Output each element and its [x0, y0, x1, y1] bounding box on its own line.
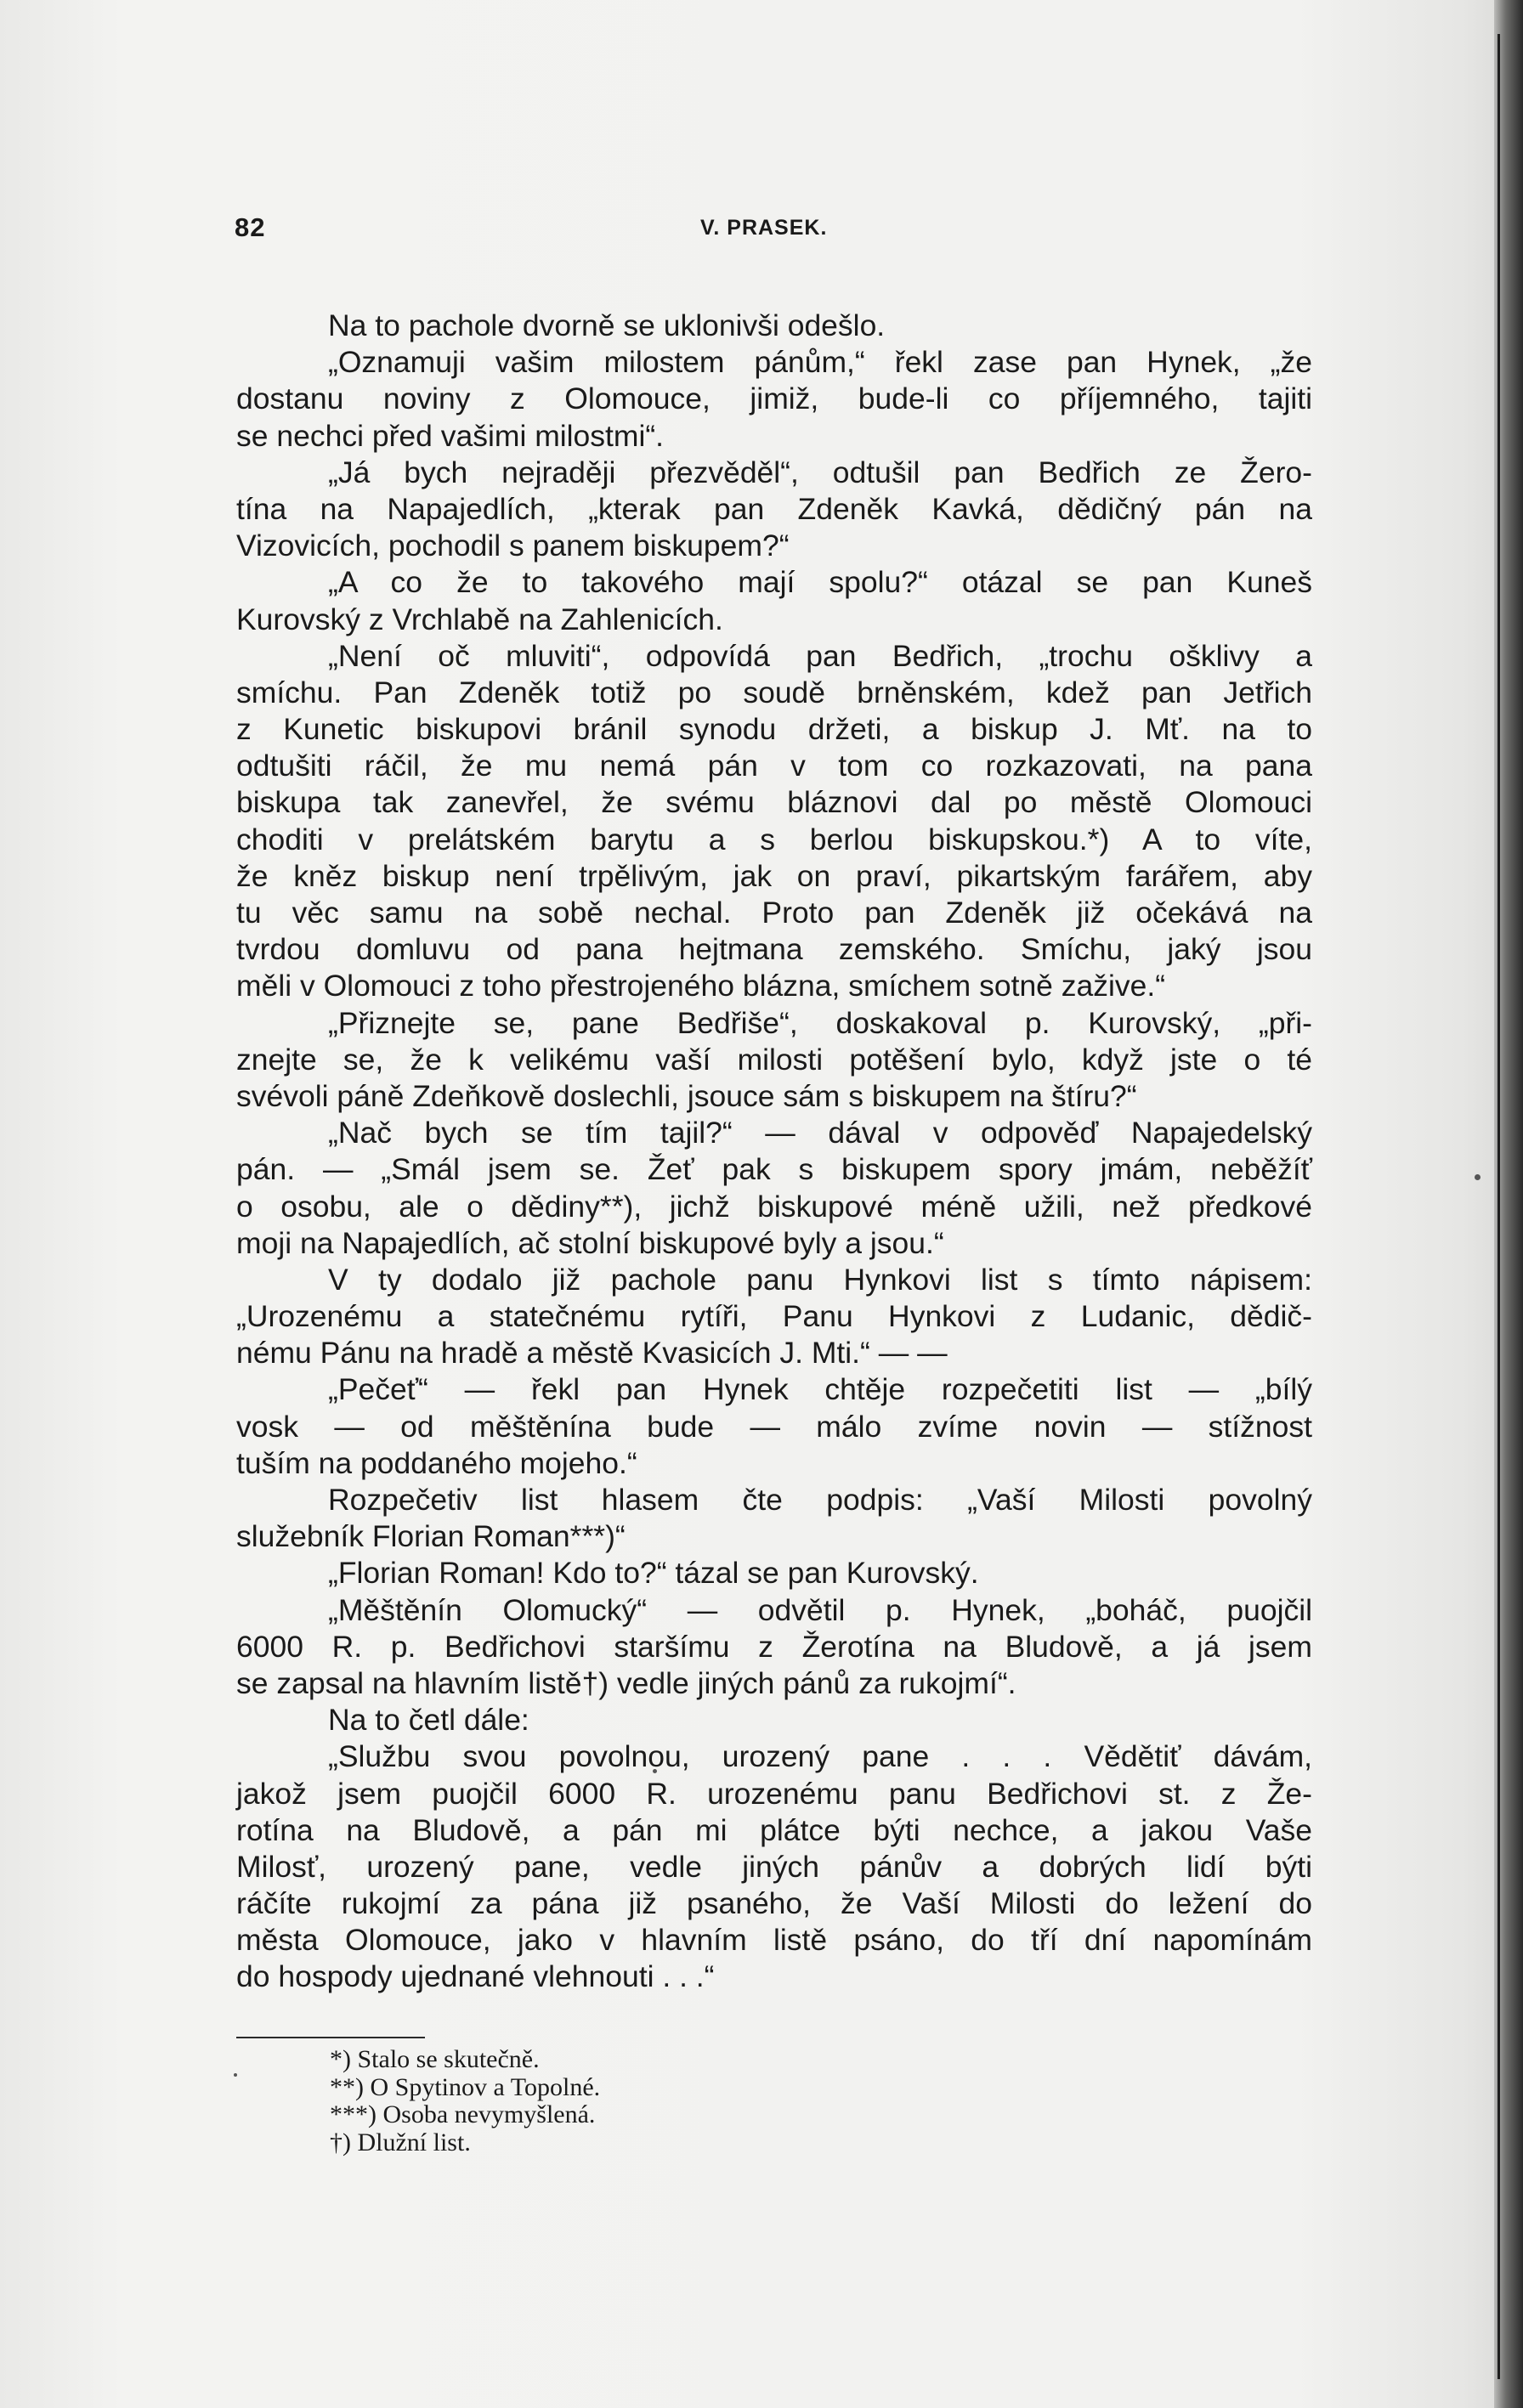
text-line: tu věc samu na sobě nechal. Proto pan Zdeněk již očekává na	[236, 896, 1312, 930]
text-line: „Nač bych se tím tajil?“ — dával v odpověď Napajedelský	[328, 1116, 1312, 1150]
footnote-rule	[236, 2037, 425, 2038]
text-line: tuším na poddaného mojeho.“	[236, 1445, 637, 1480]
text-line: „A co že to takového mají spolu?“ otázal se pan Kuneš	[328, 565, 1312, 600]
text-line: smíchu. Pan Zdeněk totiž po soudě brněnském, kdež pan Jetřich	[236, 675, 1312, 709]
text-line: „Pečeť“ — řekl pan Hynek chtěje rozpečetiti list — „bílý	[328, 1372, 1312, 1407]
footnote: **) O Spytinov a Topolné.	[330, 2072, 601, 2101]
text-line: Na to pachole dvorně se uklonivši odešlo.	[328, 308, 886, 342]
text-line: tína na Napajedlích, „kterak pan Zdeněk Kavká, dědičný pán na	[236, 491, 1312, 526]
text-line: dostanu noviny z Olomouce, jimiž, bude-li co příjemného, tajiti	[236, 382, 1312, 416]
text-line: znejte se, že k velikému vaší milosti potěšení bylo, když jste o té	[236, 1042, 1312, 1077]
text-line: „Přiznejte se, pane Bedřiše“, doskakoval p. Kurovský, „při-	[328, 1005, 1312, 1040]
print-speck	[1475, 1174, 1481, 1180]
text-line: vosk — od měštěnína bude — málo zvíme novin — stížnost	[236, 1409, 1312, 1444]
text-line: „Měštěnín Olomucký“ — odvětil p. Hynek, „boháč, puojčil	[328, 1592, 1312, 1627]
footnote: †) Dlužní list.	[330, 2128, 471, 2156]
text-line: „Službu svou povolnou, urozený pane . . . Vědětiť dávám,	[328, 1739, 1312, 1774]
text-line: služebník Florian Roman***)“	[236, 1519, 626, 1554]
text-line: biskupa tak zanevřel, že svému bláznovi dal po městě Olomouci	[236, 785, 1312, 820]
text-line: svévoli páně Zdeňkově doslechli, jsouce sám s biskupem na štíru?“	[236, 1078, 1137, 1113]
text-line: jakož jsem puojčil 6000 R. urozenému panu Bedřichovi st. z Že-	[236, 1776, 1312, 1811]
footnote: ***) Osoba nevymyšlená.	[330, 2100, 596, 2128]
text-line: z Kunetic biskupovi bránil synodu držeti, a biskup J. Mť. na to	[236, 712, 1312, 747]
text-line: Milosť, urozený pane, vedle jiných pánův a dobrých lidí býti	[236, 1849, 1312, 1884]
text-line: o osobu, ale o dědiny**), jichž biskupové méně užili, než předkové	[236, 1189, 1312, 1224]
text-line: měli v Olomouci z toho přestrojeného blázna, smíchem sotně zažive.“	[236, 969, 1166, 1003]
page-number: 82	[235, 212, 266, 242]
text-line: 6000 R. p. Bedřichovi staršímu z Žerotína na Bludově, a já jsem	[236, 1629, 1312, 1664]
text-line: choditi v prelátském barytu a s berlou biskupskou.*) A to víte,	[236, 822, 1312, 856]
text-line: moji na Napajedlích, ač stolní biskupové byly a jsou.“	[236, 1225, 944, 1260]
text-line: nému Pánu na hradě a městě Kvasicích J. Mti.“ — —	[236, 1336, 948, 1371]
text-line: „Oznamuji vašim milostem pánům,“ řekl zase pan Hynek, „že	[328, 345, 1312, 380]
text-line: V ty dodalo již pachole panu Hynkovi list s tímto nápisem:	[328, 1262, 1312, 1297]
binding-edge-line	[1498, 34, 1500, 2379]
text-line: odtušiti ráčil, že mu nemá pán v tom co rozkazovati, na pana	[236, 749, 1312, 783]
text-line: města Olomouce, jako v hlavním listě psáno, do tří dní napomínám	[236, 1923, 1312, 1958]
text-line: že kněz biskup není trpělivým, jak on praví, pikartským farářem, aby	[236, 858, 1312, 893]
text-line: Vizovicích, pochodil s panem biskupem?“	[236, 529, 790, 563]
running-title: V. PRASEK.	[700, 216, 828, 240]
footnotes	[330, 2046, 600, 2156]
running-head	[235, 212, 1314, 255]
footnote: *) Stalo se skutečně.	[330, 2045, 540, 2073]
text-line: „Není oč mluviti“, odpovídá pan Bedřich, „trochu ošklivy a	[328, 638, 1312, 673]
text-line: pán. — „Smál jsem se. Žeť pak s biskupem spory jmám, neběžíť	[236, 1152, 1312, 1187]
text-line: rotína na Bludově, a pán mi plátce býti nechce, a jakou Vaše	[236, 1812, 1312, 1847]
text-line: ráčíte rukojmí za pána již psaného, že Vaší Milosti do ležení do	[236, 1886, 1312, 1921]
body-text	[236, 308, 1312, 1996]
text-line: „Urozenému a statečnému rytíři, Panu Hynkovi z Ludanic, dědič-	[236, 1299, 1312, 1334]
text-line: tvrdou domluvu od pana hejtmana zemského. Smíchu, jaký jsou	[236, 932, 1312, 967]
text-line: Rozpečetiv list hlasem čte podpis: „Vaší Milosti povolný	[328, 1483, 1312, 1517]
text-line: do hospody ujednané vlehnouti . . .“	[236, 1959, 715, 1994]
text-line: „Já bych nejraději přezvěděl“, odtušil pan Bedřich ze Žero-	[328, 455, 1312, 489]
text-line: „Florian Roman! Kdo to?“ tázal se pan Kurovský.	[328, 1556, 979, 1591]
text-line: Na to četl dále:	[328, 1703, 529, 1738]
print-speck	[234, 2073, 237, 2077]
text-line: se nechci před vašimi milostmi“.	[236, 418, 665, 453]
text-line: se zapsal na hlavním listě†) vedle jiných pánů za rukojmí“.	[236, 1665, 1016, 1700]
text-line: Kurovský z Vrchlabě na Zahlenicích.	[236, 602, 723, 636]
